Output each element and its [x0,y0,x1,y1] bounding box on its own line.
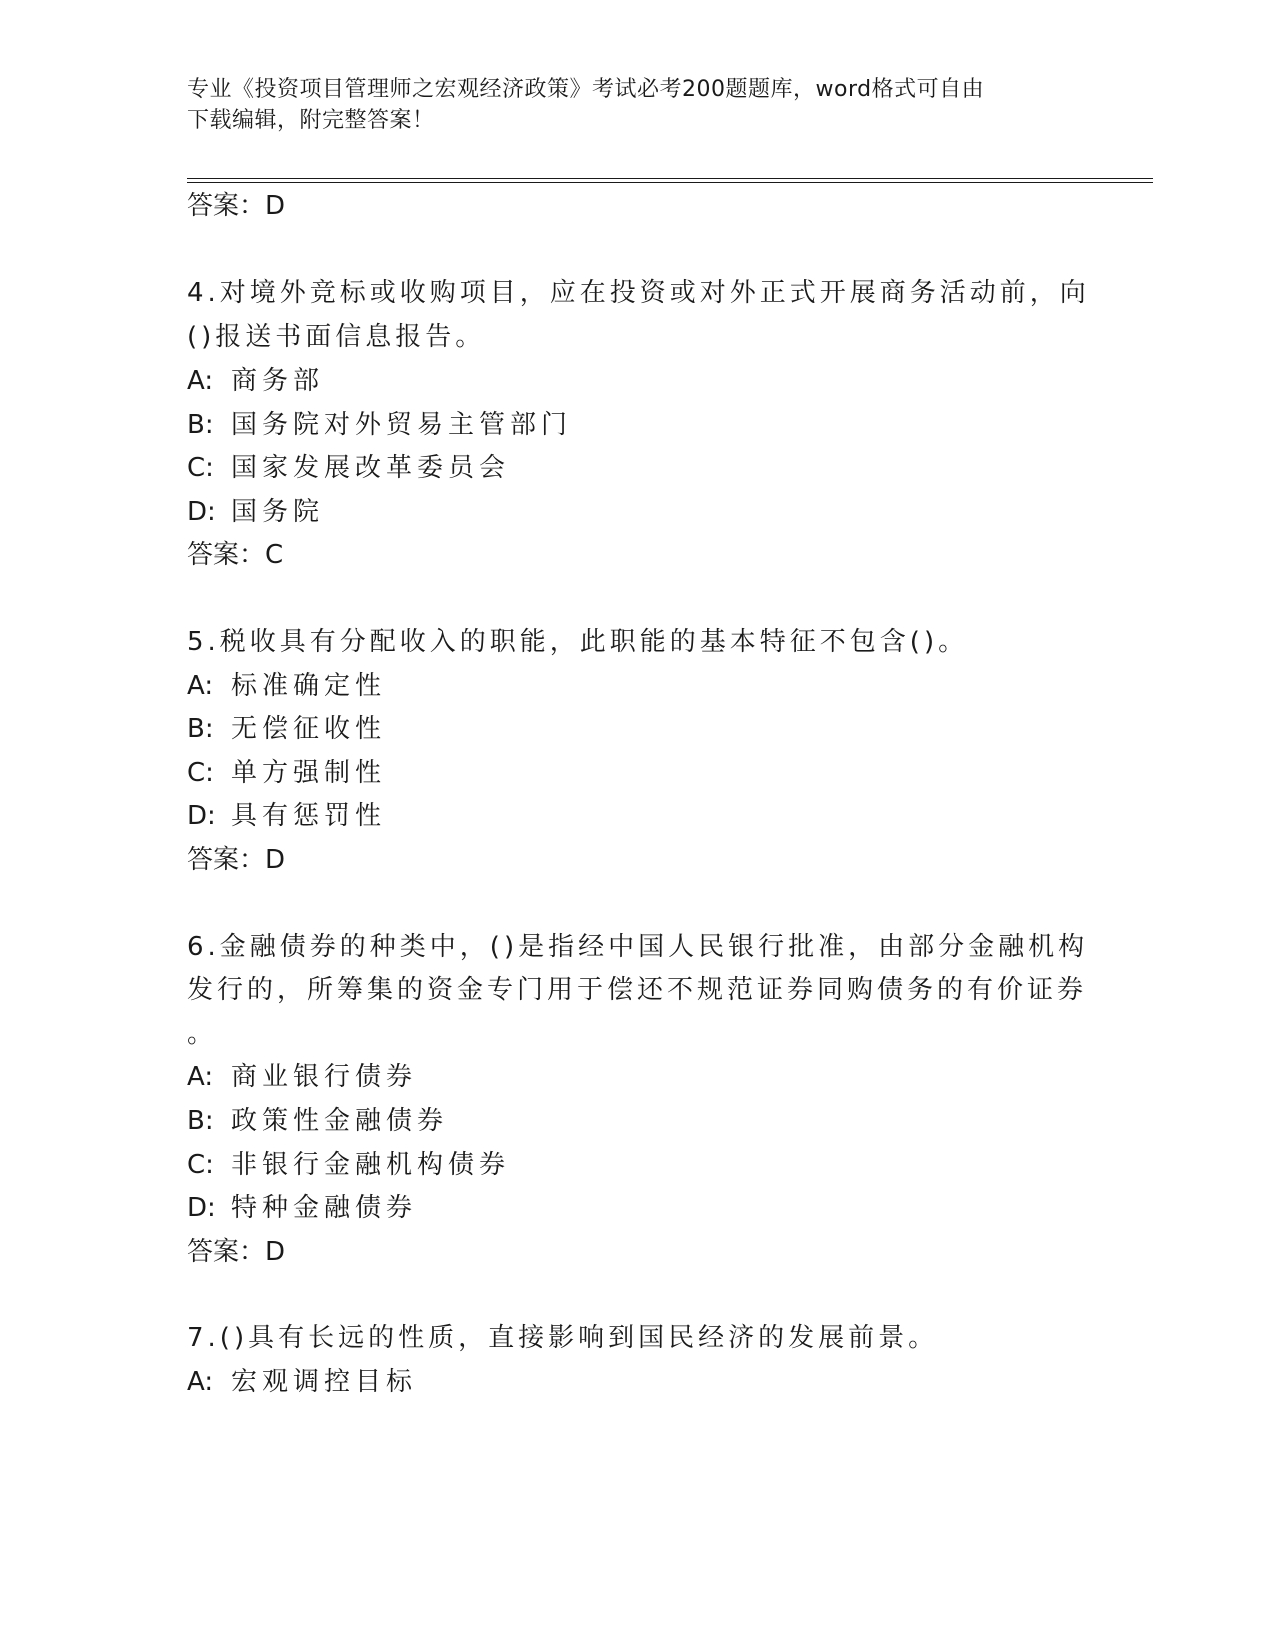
answer-5: 答案：D [187,845,286,875]
question-4-line-2: ()报送书面信息报告。 [187,322,486,352]
option-letter: B: [187,714,214,744]
question-6-line-1: 6.金融债券的种类中，()是指经中国人民银行批准，由部分金融机构 [187,932,1089,962]
option-text: 标准确定性 [231,671,387,701]
header-divider-bottom [187,182,1153,183]
option-letter: D: [187,497,216,527]
question-5-option-a [187,669,386,703]
question-4-option-d [187,495,324,529]
option-text: 宏观调控目标 [231,1367,418,1397]
option-letter: A: [187,366,214,396]
option-text: 国务院对外贸易主管部门 [231,410,573,440]
question-6-line-2: 发行的，所筹集的资金专门用于偿还不规范证券同购债务的有价证券 [187,975,1088,1005]
question-7-line-1: 7.()具有长远的性质，直接影响到国民经济的发展前景。 [187,1323,939,1353]
question-4-option-b [187,408,572,442]
answer-6: 答案：D [187,1237,286,1267]
document-header [187,74,1067,136]
option-letter: A: [187,671,214,701]
question-4-option-c [187,451,510,485]
question-5-option-c [187,756,386,790]
option-text: 商务部 [231,366,325,396]
question-6-option-b [187,1104,448,1138]
option-letter: C: [187,758,214,788]
option-text: 非银行金融机构债券 [231,1150,511,1180]
question-5-option-b [187,712,386,746]
question-4-line-1: 4.对境外竞标或收购项目，应在投资或对外正式开展商务活动前，向 [187,278,1090,308]
option-letter: D: [187,801,216,831]
option-letter: C: [187,1150,214,1180]
header-line-1: 专业《投资项目管理师之宏观经济政策》考试必考200题题库，word格式可自由 [187,77,985,102]
question-6-line-3: 。 [187,1019,218,1049]
question-7-option-a [187,1365,417,1399]
option-letter: B: [187,1106,214,1136]
option-text: 特种金融债券 [231,1193,418,1223]
option-letter: A: [187,1062,214,1092]
option-text: 国家发展改革委员会 [231,453,511,483]
question-5-line-1: 5.税收具有分配收入的职能，此职能的基本特征不包含()。 [187,627,969,657]
option-text: 无偿征收性 [231,714,387,744]
option-text: 政策性金融债券 [231,1106,449,1136]
question-6-option-d [187,1191,417,1225]
question-5-option-d [187,799,386,833]
answer-4: 答案：C [187,540,284,570]
option-letter: B: [187,410,214,440]
answer-3: 答案：D [187,191,286,221]
question-4-option-a [187,364,324,398]
option-letter: D: [187,1193,216,1223]
option-text: 商业银行债券 [231,1062,418,1092]
option-text: 单方强制性 [231,758,387,788]
option-text: 国务院 [231,497,325,527]
question-6-option-a [187,1060,417,1094]
option-letter: C: [187,453,214,483]
option-text: 具有惩罚性 [231,801,387,831]
header-line-2: 下载编辑，附完整答案！ [187,108,435,133]
option-letter: A: [187,1367,214,1397]
header-divider-top [187,178,1153,179]
question-6-option-c [187,1148,510,1182]
